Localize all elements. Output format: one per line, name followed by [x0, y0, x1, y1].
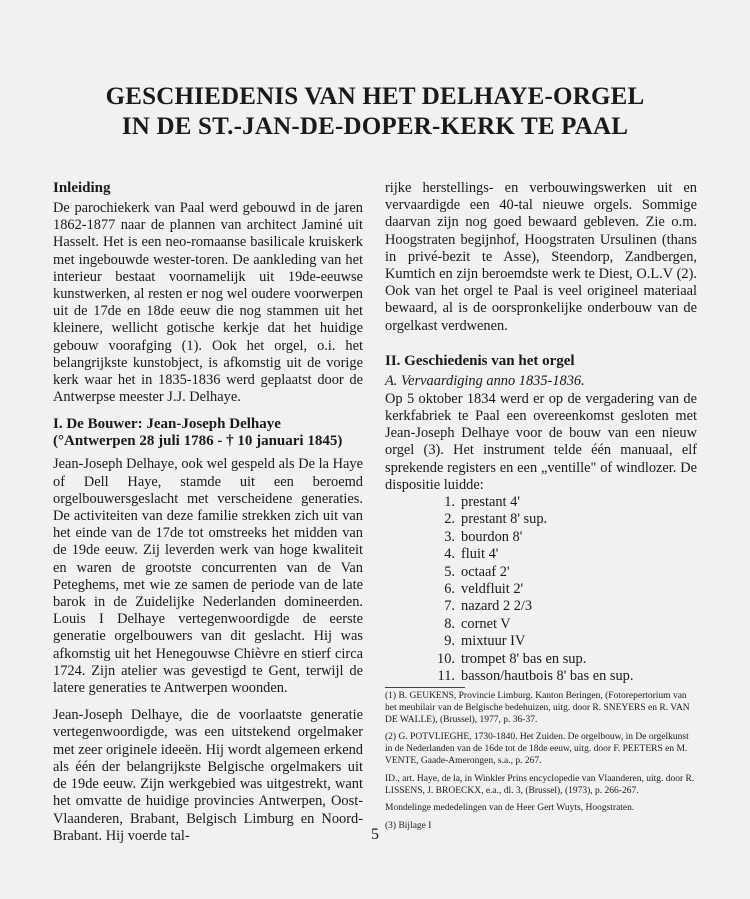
dispositie-item [425, 668, 697, 685]
dispositie-number: 4. [444, 546, 455, 563]
heading-bouwer [53, 416, 363, 450]
dispositie-number: 6. [444, 581, 455, 598]
footnote-4: Mondelinge mededelingen van de Heer Gert Wuyts, Hoogstraten. [385, 803, 635, 814]
dispositie-number: 5. [444, 563, 455, 580]
dispositie-item [425, 598, 697, 615]
dispositie-register: mixtuur IV [461, 633, 526, 650]
paragraph-continuation: rijke herstellings- en verbouwingswerken uit en vervaardigde een 40-tal nieuwe orgels. Sommige daarvan zijn nog goed bewaard gebleven. Zie o.m. Hoogstraten begijnhof, Hoogstraten Ursulinen (thans in privé-bezit te Asse), Steendorp, Zandbergen, Kumtich en zijn beroemdste werk te Diest, O.L.V (2). Ook van het orgel te Paal is veel origineel materiaal bewaard, al is de oorspronkelijke onderbouw van de orgelkast verdwenen. [385, 180, 697, 334]
paragraph-bouwer-2: Jean-Joseph Delhaye, die de voorlaatste generatie vertegenwoordigde, was een uitstekend orgelmaker met zeer originele ideeën. Hij wordt algemeen erkend als één der belangrijkste Belgische orgelmakers uit de 19de eeuw. Zijn werkgebied was uitgestrekt, want het omvatte de huidige provincies Antwerpen, Oost-Vlaanderen, Brabant, Belgisch Limburg en Noord-Brabant. Hij voerde tal- [53, 707, 363, 844]
footnote-1: (1) B. GEUKENS, Provincie Limburg. Kanton Beringen, (Fotorepertorium van het meubilair van de Belgische bedehuizen, uitg. door R. SNEYERS en R. VAN DE WALLE), (Brussel), 1977, p. 36-37. [385, 691, 690, 725]
dispositie-number: 9. [444, 633, 455, 650]
dispositie-number: 3. [444, 528, 455, 545]
dispositie-register: prestant 4' [461, 494, 520, 511]
dispositie-item [425, 529, 697, 546]
heading-bouwer-title: I. De Bouwer: Jean-Joseph Delhaye [53, 416, 281, 433]
paragraph-inleiding: De parochiekerk van Paal werd gebouwd in de jaren 1862-1877 naar de plannen van architect Jaminé uit Hasselt. Het is een neo-romaanse basilicale kruiskerk met ingebouwde wester-toren. De aankleding van het interieur bestaat voornamelijk uit 19de-eeuwse kunstwerken, al resten er nog wel oudere voorwerpen uit de 17de en 18de eeuw die nog stammen uit het kleinere, wellicht gotische kerkje dat het huidige gebouw voorafging (1). Ook het orgel, o.i. het belangrijkste kunstobject, is afkomstig uit de vorige kerk waar het in 1835-1836 werd geplaatst door de Antwerpse meester J.J. Delhaye. [53, 200, 363, 406]
footnote-divider [385, 687, 465, 688]
dispositie-item [425, 564, 697, 581]
dispositie-number: 7. [444, 598, 455, 615]
dispositie-item [425, 651, 697, 668]
dispositie-register: octaaf 2' [461, 563, 510, 580]
dispositie-register: fluit 4' [461, 546, 499, 563]
dispositie-item [425, 581, 697, 598]
page-title [0, 82, 750, 142]
dispositie-register: bourdon 8' [461, 528, 523, 545]
page-number: 5 [371, 826, 379, 843]
footnote-3: ID., art. Haye, de la, in Winkler Prins encyclopedie van Vlaanderen, uitg. door R. LISSENS, J. BROECKX, e.a., dl. 3, (Brussel), (1973), p. 266-267. [385, 773, 695, 796]
dispositie-list [385, 494, 697, 685]
dispositie-number: 11. [437, 668, 455, 685]
dispositie-register: trompet 8' bas en sup. [461, 650, 587, 667]
dispositie-number: 2. [444, 511, 455, 528]
subheading-vervaardiging: A. Vervaardiging anno 1835-1836. [385, 372, 585, 389]
heading-inleiding: Inleiding [53, 180, 111, 196]
footnote-5: (3) Bijlage I [385, 821, 432, 832]
left-column [53, 180, 363, 845]
paragraph-overeenkomst: Op 5 oktober 1834 werd er op de vergadering van de kerkfabriek te Paal een overeenkomst gesloten met Jean-Joseph Delhaye voor de bouw van een nieuw orgel (3). Het instrument telde één manuaal, elf sprekende registers en een „ventille" of windlozer. De dispositie luidde: [385, 390, 697, 493]
dispositie-number: 1. [444, 494, 455, 511]
dispositie-register: prestant 8' sup. [461, 511, 548, 528]
footnotes [385, 691, 697, 839]
dispositie-number: 10. [437, 650, 455, 667]
dispositie-item [425, 633, 697, 650]
paragraph-bouwer-1: Jean-Joseph Delhaye, ook wel gespeld als De la Haye of Dell Haye, stamde uit een beroemd orgelbouwersgeslacht met verscheidene generaties. De activiteiten van deze familie strekken zich uit van het einde van de 17de tot omstreeks het midden van de 19de eeuw. Zij leverden werk van hoge kwaliteit en waren de grootste concurrenten van de Van Peteghems, met wie ze samen de periode van de late barok in de Zuidelijke Nederlanden domineerden. Louis I Delhaye vertegenwoordigde de eerste generatie orgelbouwers van dit geslacht. Hij was afkomstig uit het Henegouwse Chièvre en stierf circa 1724. Zijn atelier was gevestigd te Gent, terwijl de latere generaties te Antwerpen woonden. [53, 456, 363, 697]
dispositie-item [425, 616, 697, 633]
dispositie-register: basson/hautbois 8' bas en sup. [461, 668, 634, 685]
dispositie-item [425, 494, 697, 511]
dispositie-register: cornet V [461, 615, 511, 632]
dispositie-item [425, 511, 697, 528]
dispositie-item [425, 546, 697, 563]
dispositie-register: veldfluit 2' [461, 581, 524, 598]
heading-bouwer-dates: (°Antwerpen 28 juli 1786 - † 10 januari 1845) [53, 433, 343, 450]
footnote-2: (2) G. POTVLIEGHE, 1730-1840. Het Zuiden. De orgelbouw, in De orgelkunst in de Nederlanden van de 16de tot de 18de eeuw, uitg. door F. PEETERS en M. VENTE, Gaade-Amerongen, s.a., p. 267. [385, 732, 689, 766]
dispositie-number: 8. [444, 615, 455, 632]
title-line-2: IN DE ST.-JAN-DE-DOPER-KERK TE PAAL [121, 113, 629, 140]
dispositie-register: nazard 2 2/3 [461, 598, 533, 615]
title-line-1: GESCHIEDENIS VAN HET DELHAYE-ORGEL [105, 83, 645, 110]
heading-geschiedenis: II. Geschiedenis van het orgel [385, 352, 575, 369]
right-column [385, 180, 697, 686]
